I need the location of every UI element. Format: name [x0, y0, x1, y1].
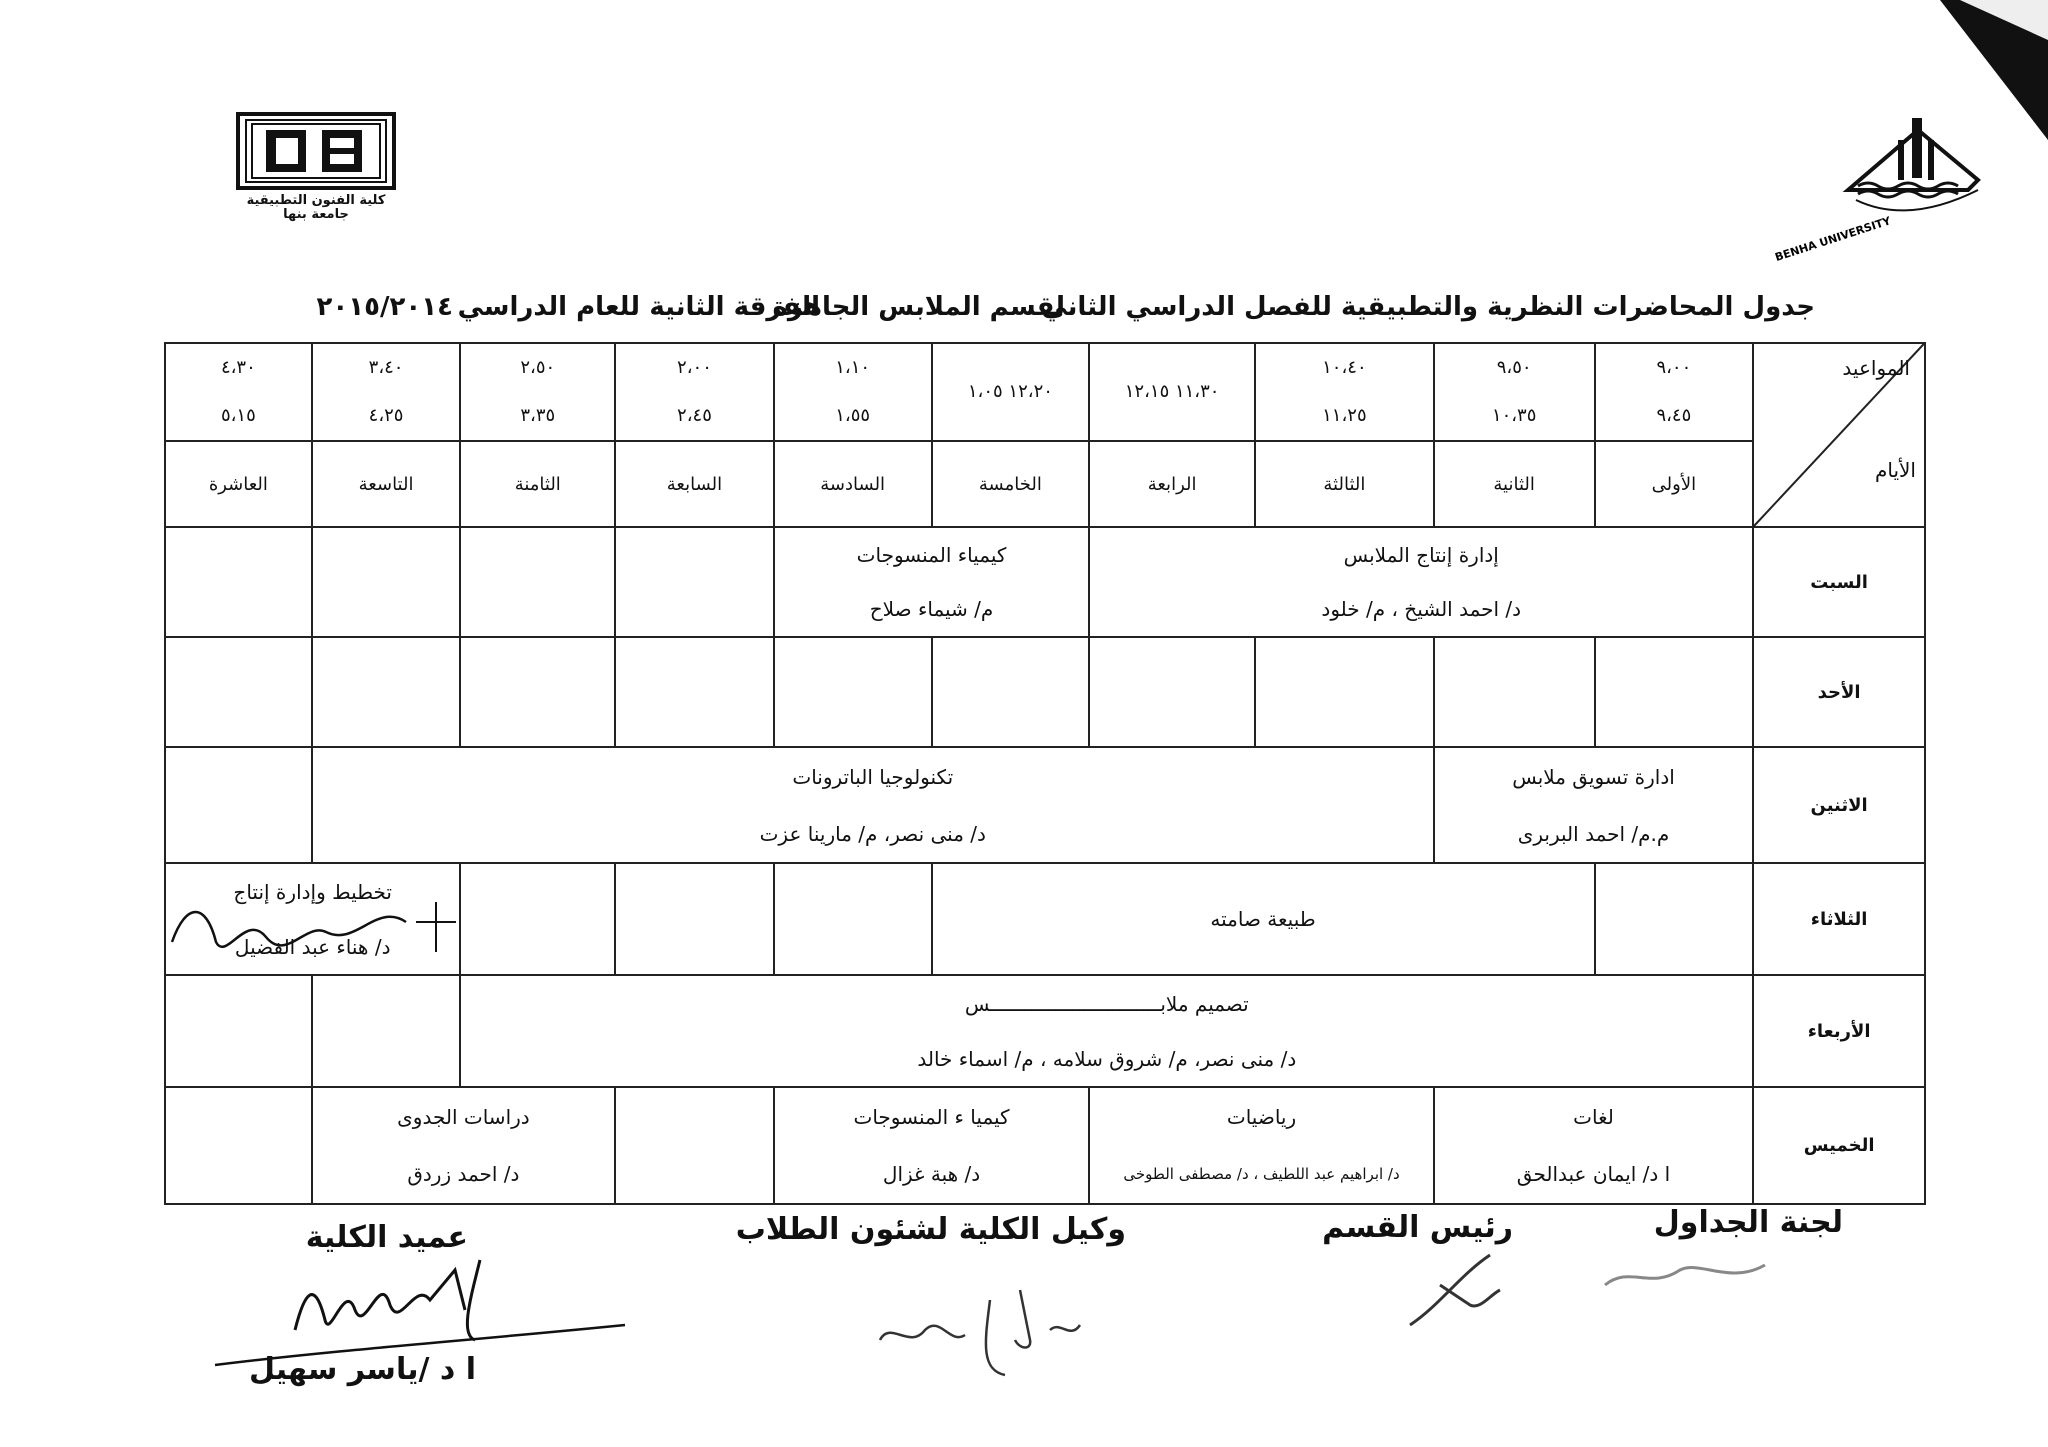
empty-cell	[312, 975, 461, 1087]
session-thu-feasibility: دراسات الجدوى د/ احمد زردق	[312, 1087, 615, 1204]
empty-cell	[1595, 637, 1754, 747]
vice-dean-signature	[870, 1280, 1090, 1390]
empty-cell	[460, 637, 615, 747]
corner-cell	[1753, 343, 1925, 527]
empty-cell	[774, 863, 932, 975]
empty-cell	[774, 637, 932, 747]
row-monday	[165, 747, 1925, 863]
heading-level: الفرقة الثانية	[649, 292, 820, 322]
heading-title: جدول المحاضرات النظرية والتطبيقية للفصل الدراسي الثاني	[1041, 292, 1815, 322]
period-time-4: ١١،٣٠ ١٢،١٥	[1089, 343, 1255, 441]
empty-cell	[460, 863, 615, 975]
dept-head-signature	[1400, 1245, 1520, 1335]
row-sunday	[165, 637, 1925, 747]
period-name-1: الأولى	[1595, 441, 1754, 527]
session-sat-textile-chemistry: كيمياء المنسوجات م/ شيماء صلاح	[774, 527, 1089, 637]
empty-cell	[615, 637, 774, 747]
day-wednesday: الأربعاء	[1753, 975, 1925, 1087]
signature-dean-title: عميد الكلية	[305, 1220, 468, 1255]
empty-cell	[312, 637, 461, 747]
heading-year-label: للعام الدراسي	[457, 292, 640, 322]
session-thu-languages: لغات ا د/ ايمان عبدالحق	[1434, 1087, 1753, 1204]
period-name-9: التاسعة	[312, 441, 461, 527]
empty-cell	[615, 863, 774, 975]
period-name-5: الخامسة	[932, 441, 1090, 527]
period-time-1: ٩،٠٠ ٩،٤٥	[1595, 343, 1754, 441]
heading-department: لقسم الملابس الجاهزة	[772, 292, 1065, 322]
day-saturday: السبت	[1753, 527, 1925, 637]
schedule-table	[164, 342, 1926, 1205]
empty-cell	[932, 637, 1090, 747]
session-mon-patterns: تكنولوجيا الباترونات د/ منى نصر، م/ مارينا عزت	[312, 747, 1434, 863]
empty-cell	[1255, 637, 1434, 747]
period-name-4: الرابعة	[1089, 441, 1255, 527]
corner-bottom-label: الأيام	[1874, 458, 1916, 482]
signature-dean-name: ا د /ياسر سهيل	[249, 1352, 476, 1387]
heading-year: ٢٠١٥/٢٠١٤	[316, 292, 453, 322]
period-name-3: الثالثة	[1255, 441, 1434, 527]
day-sunday: الأحد	[1753, 637, 1925, 747]
signature-dept-head: رئيس القسم	[1322, 1210, 1513, 1245]
empty-cell	[165, 747, 312, 863]
empty-cell	[1434, 637, 1595, 747]
session-mon-marketing: ادارة تسويق ملابس م.م/ احمد البربرى	[1434, 747, 1753, 863]
signature-vice-dean: وكيل الكلية لشئون الطلاب	[735, 1212, 1126, 1247]
empty-cell	[460, 527, 615, 637]
university-logo-text: BENHA UNIVERSITY	[1773, 214, 1893, 264]
row-saturday	[165, 527, 1925, 637]
row-wednesday	[165, 975, 1925, 1087]
period-time-2: ٩،٥٠ ١٠،٣٥	[1434, 343, 1595, 441]
period-time-6: ١،١٠ ١،٥٥	[774, 343, 932, 441]
committee-signature	[1600, 1245, 1770, 1305]
empty-cell	[312, 527, 461, 637]
day-monday: الاثنين	[1753, 747, 1925, 863]
faculty-logo-caption: كلية الفنون التطبيقية جامعة بنها	[246, 193, 386, 222]
empty-cell	[165, 527, 312, 637]
period-time-10: ٤،٣٠ ٥،١٥	[165, 343, 312, 441]
period-name-10: العاشرة	[165, 441, 312, 527]
period-time-7: ٢،٠٠ ٢،٤٥	[615, 343, 774, 441]
session-wed-fashion-design: تصميم ملابـــــــــــــــــــــــــــــس د/ منى نصر، م/ شروق سلامه ، م/ اسماء خالد	[460, 975, 1753, 1087]
period-name-8: الثامنة	[460, 441, 615, 527]
handwritten-initials	[166, 882, 466, 972]
signature-tables-committee: لجنة الجداول	[1653, 1205, 1843, 1240]
day-thursday: الخميس	[1753, 1087, 1925, 1204]
corner-top-label: المواعيد	[1842, 356, 1910, 380]
period-name-7: السابعة	[615, 441, 774, 527]
period-name-2: الثانية	[1434, 441, 1595, 527]
benha-university-logo	[1773, 110, 1988, 264]
period-name-6: السادسة	[774, 441, 932, 527]
period-time-9: ٣،٤٠ ٤،٢٥	[312, 343, 461, 441]
row-tuesday	[165, 863, 1925, 975]
empty-cell	[165, 975, 312, 1087]
empty-cell	[165, 1087, 312, 1204]
session-sat-production-management: إدارة إنتاج الملابس د/ احمد الشيخ ، م/ خلود	[1089, 527, 1753, 637]
session-tue-planning: تخطيط وإدارة إنتاج د/ هناء عبد الفضيل	[165, 863, 460, 975]
day-tuesday: الثلاثاء	[1753, 863, 1925, 975]
empty-cell	[1595, 863, 1754, 975]
period-time-8: ٢،٥٠ ٣،٣٥	[460, 343, 615, 441]
dean-signature	[215, 1240, 635, 1380]
schedule-heading	[265, 292, 1815, 336]
period-time-3: ١٠،٤٠ ١١،٢٥	[1255, 343, 1434, 441]
empty-cell	[615, 1087, 774, 1204]
faculty-logo	[236, 112, 396, 224]
session-thu-textile-chemistry: كيميا ء المنسوجات د/ هبة غزال	[774, 1087, 1089, 1204]
empty-cell	[615, 527, 774, 637]
empty-cell	[1089, 637, 1255, 747]
session-tue-still-life: طبيعة صامته	[932, 863, 1595, 975]
session-thu-mathematics: رياضيات د/ ابراهيم عبد اللطيف ، د/ مصطفى الطوخى	[1089, 1087, 1434, 1204]
empty-cell	[165, 637, 312, 747]
row-thursday	[165, 1087, 1925, 1204]
period-time-5: ١٢،٢٠ ١،٠٥	[932, 343, 1090, 441]
